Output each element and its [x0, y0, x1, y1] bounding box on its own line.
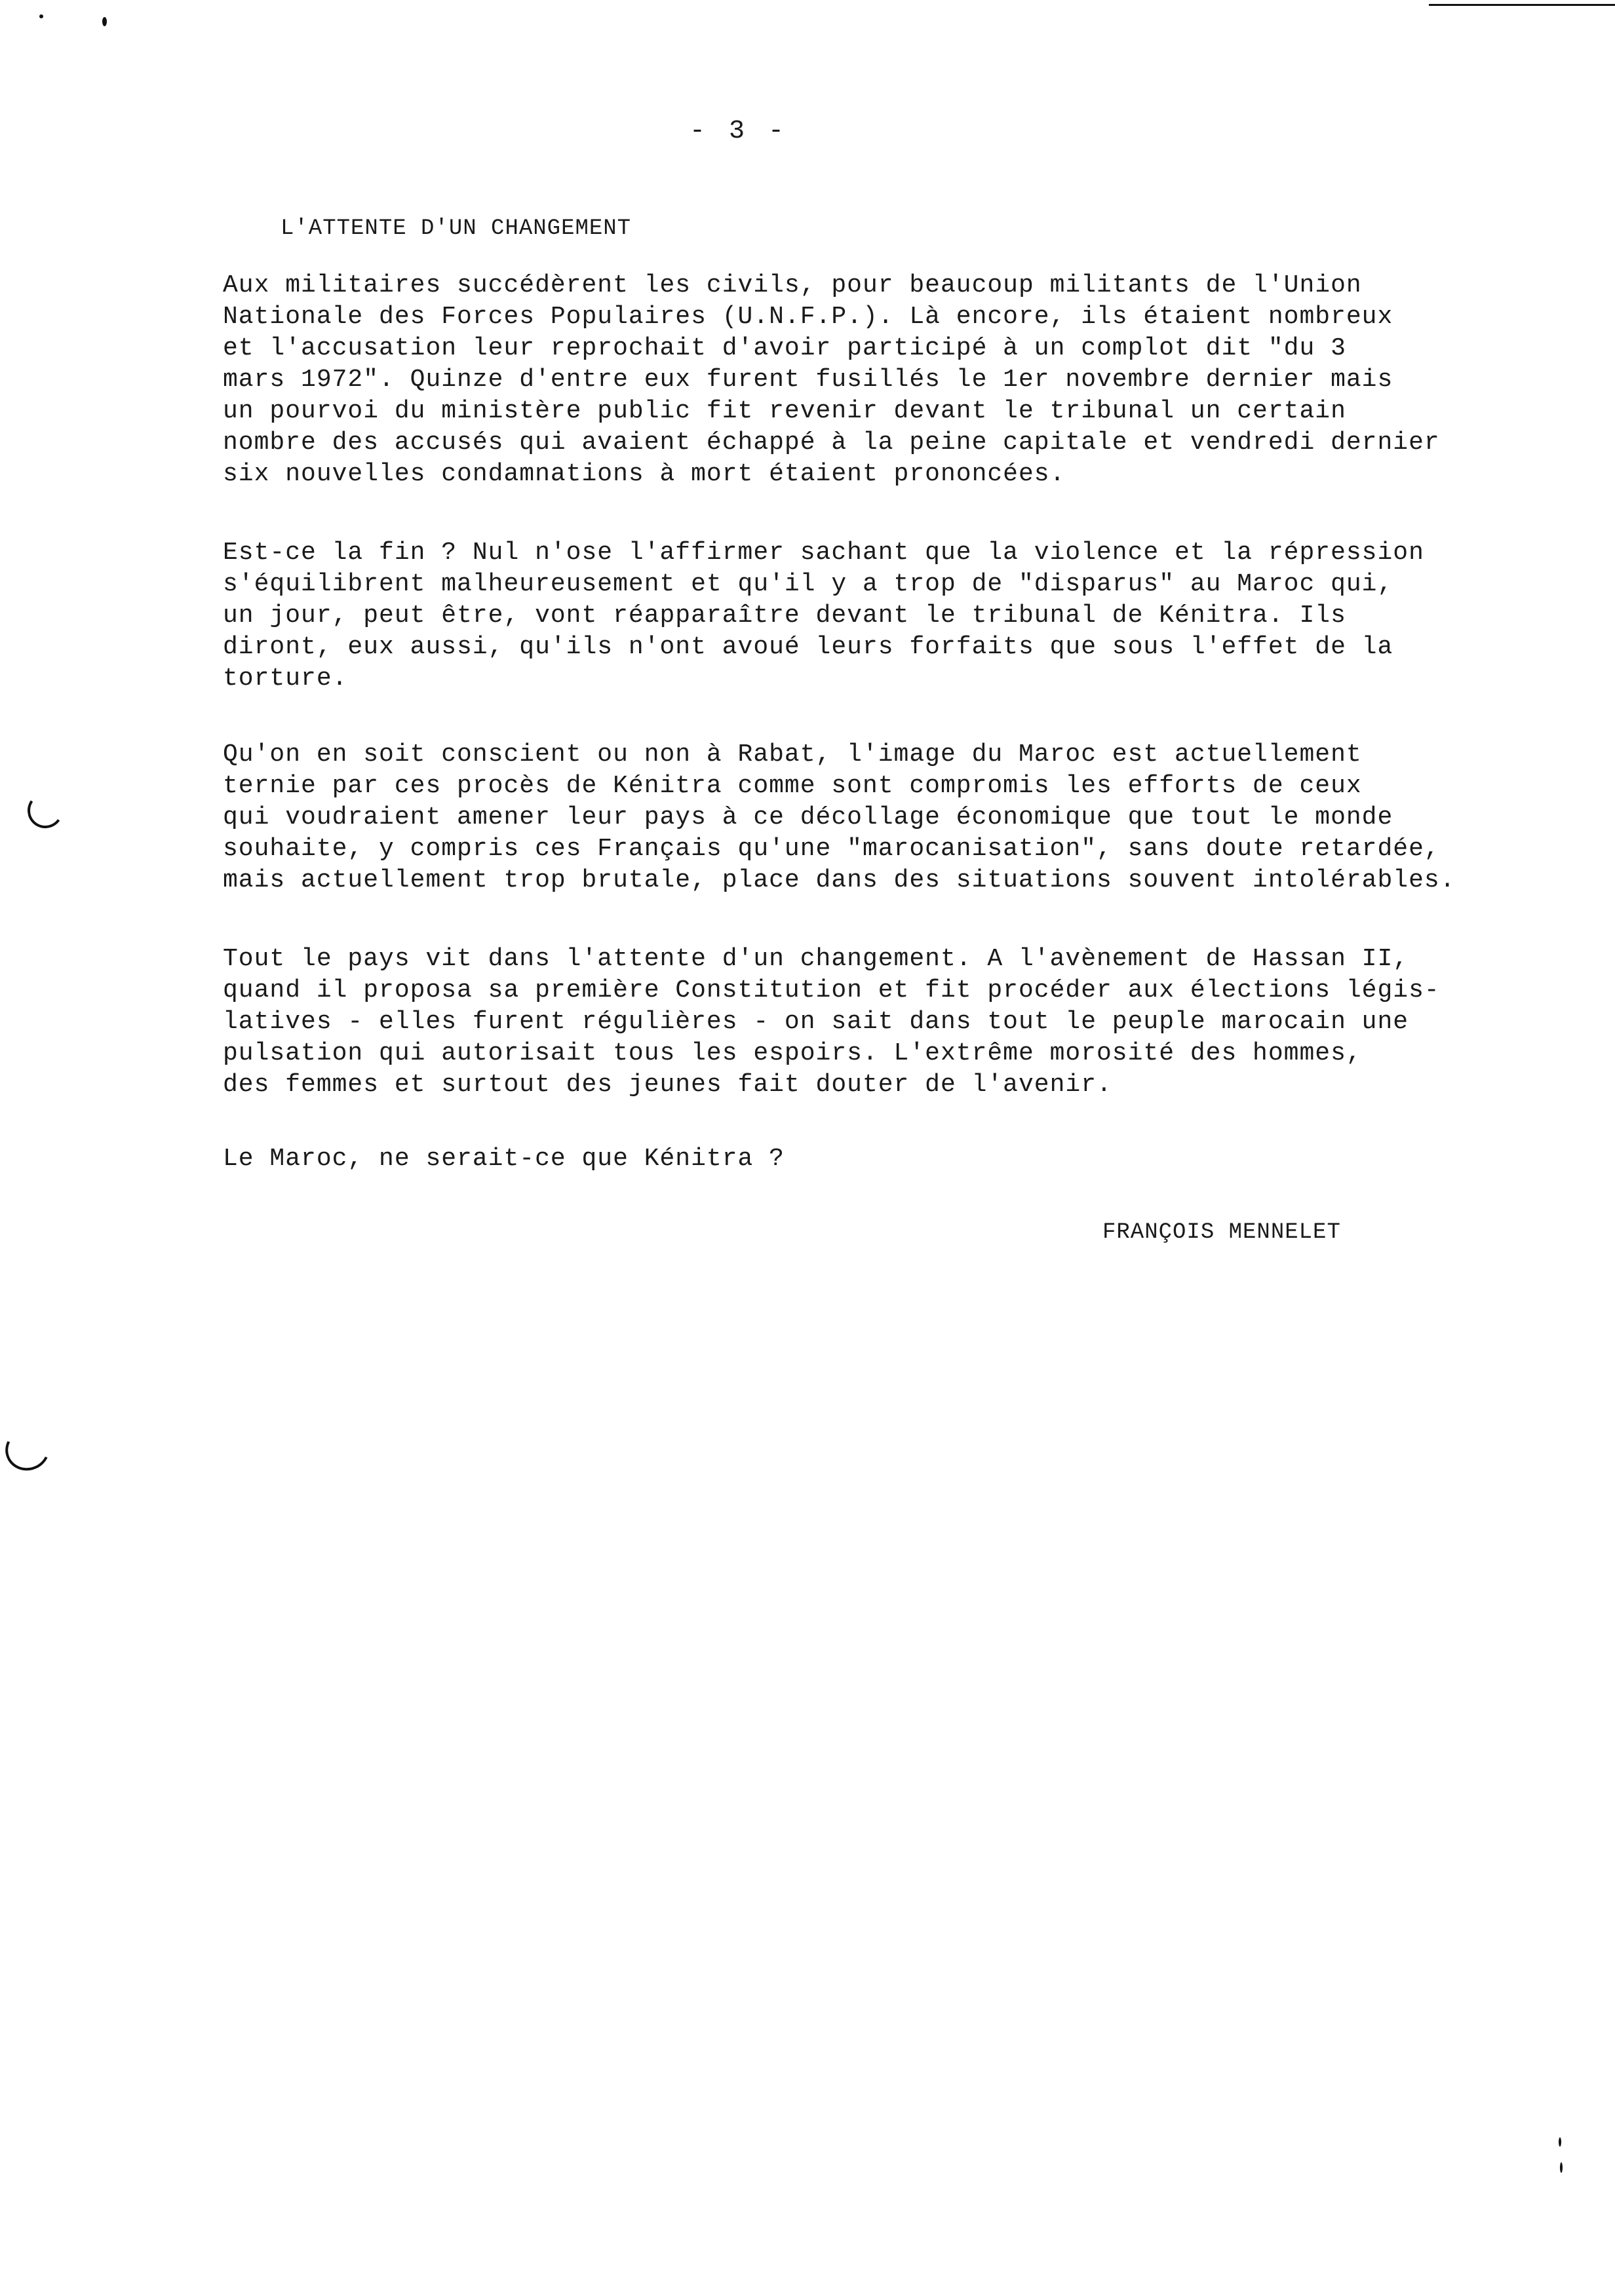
paragraph [223, 739, 1508, 896]
text-line: mais actuellement trop brutale, place dans des situations souvent intolérables. [223, 866, 1456, 894]
text-line: des femmes et surtout des jeunes fait douter de l'avenir. [223, 1071, 1112, 1099]
scan-speck [1559, 2137, 1561, 2147]
section-title: L'ATTENTE D'UN CHANGEMENT [281, 216, 632, 241]
text-line: Est-ce la fin ? Nul n'ose l'affirmer sachant que la violence et la répression [223, 539, 1424, 567]
text-line: souhaite, y compris ces Français qu'une "marocanisation", sans doute retardée, [223, 835, 1440, 863]
paragraph [223, 537, 1508, 695]
text-line: Tout le pays vit dans l'attente d'un changement. A l'avènement de Hassan II, [223, 945, 1409, 973]
scan-speck [102, 17, 107, 26]
scan-edge-rule [1429, 4, 1615, 6]
paragraph [223, 1143, 1508, 1175]
text-line: et l'accusation leur reprochait d'avoir participé à un complot dit "du 3 [223, 334, 1346, 362]
text-line: mars 1972". Quinze d'entre eux furent fusillés le 1er novembre dernier mais [223, 366, 1393, 394]
text-line: s'équilibrent malheureusement et qu'il y a trop de "disparus" au Maroc qui, [223, 570, 1393, 598]
paragraph [223, 270, 1508, 490]
punch-hole-mark [0, 1422, 56, 1476]
text-line: diront, eux aussi, qu'ils n'ont avoué leurs forfaits que sous l'effet de la [223, 633, 1393, 661]
scan-speck [1560, 2162, 1563, 2173]
text-line: un jour, peut être, vont réapparaître devant le tribunal de Kénitra. Ils [223, 602, 1346, 630]
paragraph [223, 944, 1508, 1101]
text-line: Nationale des Forces Populaires (U.N.F.P.). Là encore, ils étaient nombreux [223, 303, 1393, 331]
text-line: Le Maroc, ne serait-ce que Kénitra ? [223, 1145, 785, 1173]
text-line: pulsation qui autorisait tous les espoirs. L'extrême morosité des hommes, [223, 1039, 1362, 1067]
text-line: six nouvelles condamnations à mort étaient prononcées. [223, 460, 1066, 488]
text-line: torture. [223, 664, 348, 693]
text-line: nombre des accusés qui avaient échappé à la peine capitale et vendredi dernier [223, 429, 1440, 457]
text-line: Aux militaires succédèrent les civils, pour beaucoup militants de l'Union [223, 271, 1362, 299]
text-line: latives - elles furent régulières - on sait dans tout le peuple marocain une [223, 1008, 1409, 1036]
page-number: - 3 - [690, 117, 788, 146]
text-line: ternie par ces procès de Kénitra comme sont compromis les efforts de ceux [223, 772, 1362, 800]
text-line: qui voudraient amener leur pays à ce décollage économique que tout le monde [223, 803, 1393, 832]
text-line: quand il proposa sa première Constitution et fit procéder aux élections légis- [223, 976, 1440, 1004]
author-signature: FRANÇOIS MENNELET [1102, 1220, 1341, 1245]
punch-hole-mark [25, 790, 66, 832]
text-line: un pourvoi du ministère public fit revenir devant le tribunal un certain [223, 397, 1346, 425]
text-line: Qu'on en soit conscient ou non à Rabat, l'image du Maroc est actuellement [223, 740, 1362, 769]
scan-speck [39, 14, 43, 18]
